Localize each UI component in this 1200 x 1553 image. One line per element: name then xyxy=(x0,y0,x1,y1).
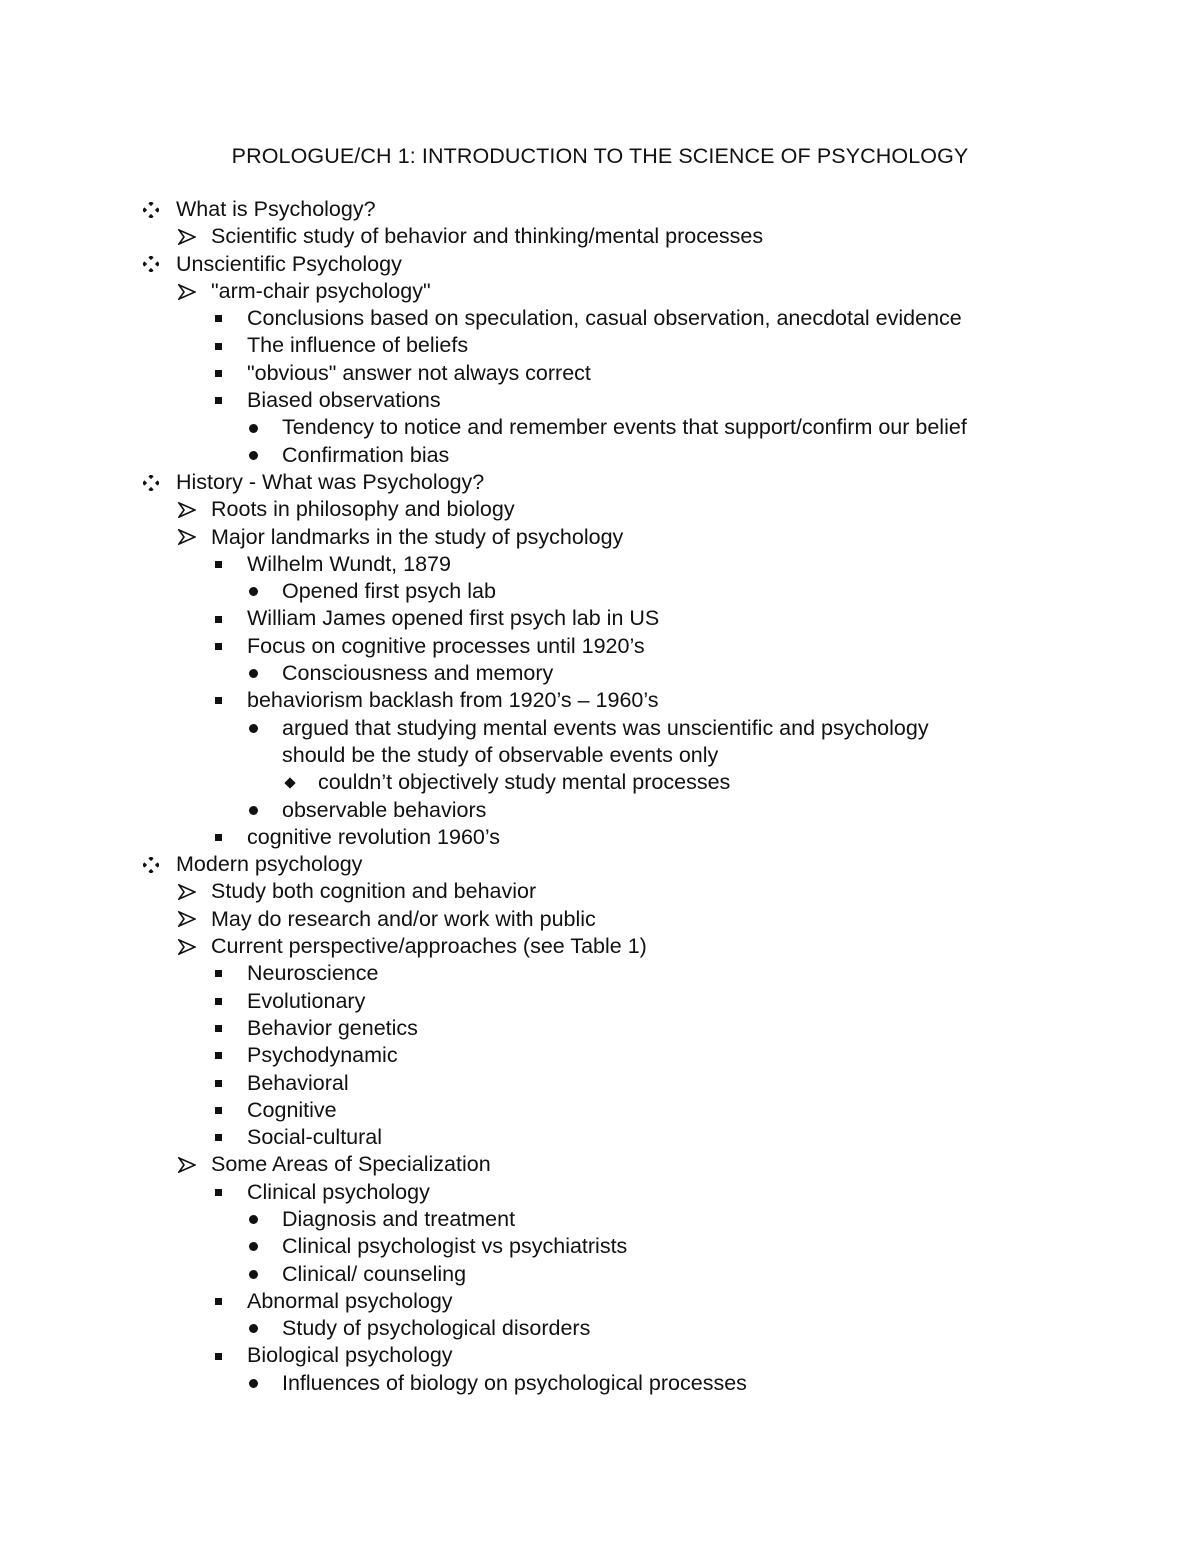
square-icon xyxy=(213,988,235,1015)
outline-item-text: Clinical psychology xyxy=(247,1179,430,1204)
bullet-outline xyxy=(0,196,1200,1397)
square-icon xyxy=(213,1342,235,1369)
outline-item-text: Clinical/ counseling xyxy=(282,1261,467,1286)
outline-item-text: Consciousness and memory xyxy=(282,661,554,686)
outline-item xyxy=(0,660,1200,687)
outline-item xyxy=(0,1097,1200,1124)
four-diamond-icon xyxy=(143,196,165,223)
outline-item-text: History - What was Psychology? xyxy=(176,469,485,494)
square-icon xyxy=(213,1097,235,1124)
outline-item xyxy=(0,906,1200,933)
outline-item-text: Cognitive xyxy=(247,1097,337,1122)
arrowhead-icon xyxy=(178,1151,200,1178)
outline-item xyxy=(0,1015,1200,1042)
arrowhead-icon xyxy=(178,524,200,551)
outline-item xyxy=(0,1206,1200,1233)
outline-item-text: Current perspective/approaches (see Table 1) xyxy=(211,934,647,959)
outline-item xyxy=(0,1342,1200,1369)
outline-item-text: "arm-chair psychology" xyxy=(211,278,431,303)
square-icon xyxy=(213,605,235,632)
square-icon xyxy=(213,633,235,660)
square-icon xyxy=(213,1015,235,1042)
outline-item-text: behaviorism backlash from 1920’s – 1960’s xyxy=(247,688,659,713)
outline-item-text: Diagnosis and treatment xyxy=(282,1206,516,1231)
outline-item-text: Biased observations xyxy=(247,388,441,413)
arrowhead-icon xyxy=(178,278,200,305)
outline-item-text: Scientific study of behavior and thinking/mental processes xyxy=(211,224,764,249)
outline-item xyxy=(0,1261,1200,1288)
outline-item-text: Study of psychological disorders xyxy=(282,1316,591,1341)
outline-item-text: The influence of beliefs xyxy=(247,333,469,358)
outline-item xyxy=(0,1288,1200,1315)
outline-item-text: Focus on cognitive processes until 1920’s xyxy=(247,633,645,658)
outline-item xyxy=(0,988,1200,1015)
outline-item xyxy=(0,1370,1200,1397)
four-diamond-icon xyxy=(143,251,165,278)
square-icon xyxy=(213,824,235,851)
outline-item xyxy=(0,332,1200,359)
outline-item-text: May do research and/or work with public xyxy=(211,906,596,931)
outline-item xyxy=(0,251,1200,278)
outline-item-text: Psychodynamic xyxy=(247,1043,398,1068)
outline-item-text: Opened first psych lab xyxy=(282,579,496,604)
outline-item-text: argued that studying mental events was unscientific and psychology xyxy=(282,715,929,740)
outline-item-text: Wilhelm Wundt, 1879 xyxy=(247,551,451,576)
outline-item xyxy=(0,824,1200,851)
dot-icon xyxy=(248,1206,270,1233)
outline-item-text: Some Areas of Specialization xyxy=(211,1152,491,1177)
outline-item xyxy=(0,305,1200,332)
outline-item-text: Behavioral xyxy=(247,1070,349,1095)
outline-item xyxy=(0,687,1200,714)
outline-item xyxy=(0,1179,1200,1206)
outline-item-text: Abnormal psychology xyxy=(247,1288,453,1313)
outline-item xyxy=(0,524,1200,551)
outline-item xyxy=(0,742,1200,769)
arrowhead-icon xyxy=(178,933,200,960)
outline-item-text: Study both cognition and behavior xyxy=(211,879,537,904)
outline-item-text: Confirmation bias xyxy=(282,442,450,467)
dot-icon xyxy=(248,442,270,469)
outline-item-text: Unscientific Psychology xyxy=(176,251,402,276)
square-icon xyxy=(213,687,235,714)
square-icon xyxy=(213,305,235,332)
dot-icon xyxy=(248,1233,270,1260)
square-icon xyxy=(213,1070,235,1097)
dot-icon xyxy=(248,715,270,742)
dot-icon xyxy=(248,1315,270,1342)
square-icon xyxy=(213,387,235,414)
outline-item xyxy=(0,387,1200,414)
dot-icon xyxy=(248,1261,270,1288)
outline-item-text: William James opened first psych lab in US xyxy=(247,606,660,631)
outline-item xyxy=(0,278,1200,305)
outline-item xyxy=(0,196,1200,223)
outline-item xyxy=(0,605,1200,632)
four-diamond-icon xyxy=(143,469,165,496)
outline-item-text: cognitive revolution 1960’s xyxy=(247,824,500,849)
dot-icon xyxy=(248,660,270,687)
outline-item-text: couldn’t objectively study mental processes xyxy=(318,770,731,795)
page-title: PROLOGUE/CH 1: INTRODUCTION TO THE SCIENCE OF PSYCHOLOGY xyxy=(231,144,969,168)
outline-item xyxy=(0,878,1200,905)
outline-item xyxy=(0,1070,1200,1097)
outline-item xyxy=(0,469,1200,496)
square-icon xyxy=(213,960,235,987)
outline-item-text: Behavior genetics xyxy=(247,1015,418,1040)
square-icon xyxy=(213,1124,235,1151)
outline-item-text: Social-cultural xyxy=(247,1125,383,1150)
arrowhead-icon xyxy=(178,906,200,933)
outline-item xyxy=(0,633,1200,660)
outline-item xyxy=(0,769,1200,796)
outline-item-text: Tendency to notice and remember events that support/confirm our belief xyxy=(282,415,967,440)
outline-item xyxy=(0,960,1200,987)
outline-item xyxy=(0,715,1200,742)
outline-item-text: should be the study of observable events only xyxy=(282,742,719,767)
outline-item xyxy=(0,414,1200,441)
outline-item xyxy=(0,1315,1200,1342)
square-icon xyxy=(213,1288,235,1315)
outline-item-text: Roots in philosophy and biology xyxy=(211,497,515,522)
outline-item xyxy=(0,851,1200,878)
dot-icon xyxy=(248,797,270,824)
four-diamond-icon xyxy=(143,851,165,878)
dot-icon xyxy=(248,414,270,441)
outline-item-text: What is Psychology? xyxy=(176,197,376,221)
outline-item xyxy=(0,442,1200,469)
outline-item-text: Conclusions based on speculation, casual observation, anecdotal evidence xyxy=(247,306,962,331)
dot-icon xyxy=(248,1370,270,1397)
outline-item xyxy=(0,496,1200,523)
outline-item xyxy=(0,223,1200,250)
outline-item xyxy=(0,1233,1200,1260)
outline-item-text: observable behaviors xyxy=(282,797,487,822)
outline-item xyxy=(0,1151,1200,1178)
outline-item-text: Neuroscience xyxy=(247,961,379,986)
square-icon xyxy=(213,1179,235,1206)
arrowhead-icon xyxy=(178,223,200,250)
outline-item xyxy=(0,797,1200,824)
outline-item xyxy=(0,360,1200,387)
outline-item-text: "obvious" answer not always correct xyxy=(247,360,591,385)
arrowhead-icon xyxy=(178,496,200,523)
outline-item xyxy=(0,551,1200,578)
outline-item xyxy=(0,1124,1200,1151)
square-icon xyxy=(213,360,235,387)
outline-item xyxy=(0,1042,1200,1069)
outline-item xyxy=(0,933,1200,960)
square-icon xyxy=(213,551,235,578)
outline-item-text: Biological psychology xyxy=(247,1343,453,1368)
outline-item-text: Clinical psychologist vs psychiatrists xyxy=(282,1234,628,1259)
square-icon xyxy=(213,332,235,359)
outline-item-text: Influences of biology on psychological processes xyxy=(282,1370,747,1395)
outline-item-text: Major landmarks in the study of psychology xyxy=(211,524,624,549)
outline-item xyxy=(0,578,1200,605)
dot-icon xyxy=(248,578,270,605)
square-icon xyxy=(213,1042,235,1069)
bullet-continuation xyxy=(248,742,270,769)
arrowhead-icon xyxy=(178,878,200,905)
outline-item-text: Modern psychology xyxy=(176,852,363,877)
outline-item-text: Evolutionary xyxy=(247,988,366,1013)
diamond-icon xyxy=(283,769,305,796)
